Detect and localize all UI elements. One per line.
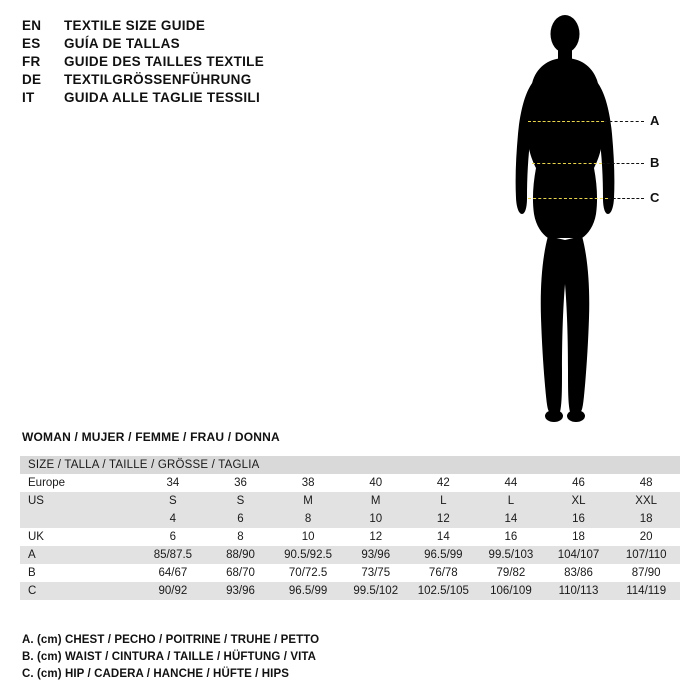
table-row-a [20,546,680,564]
cell-us-6: XL [545,492,613,510]
lang-code-de: DE [22,72,42,87]
cell-usnum-5: 14 [477,510,545,528]
cell-us-4: L [410,492,478,510]
title-block [22,18,442,108]
title-text-fr: GUIDE DES TAILLES TEXTILE [64,54,265,69]
hip-leader-line [608,198,644,199]
cell-us-3: M [342,492,410,510]
cell-usnum-2: 8 [274,510,342,528]
cell-usnum-4: 12 [410,510,478,528]
cell-b-7: 87/90 [612,564,680,582]
cell-a-2: 90.5/92.5 [274,546,342,564]
cell-c-4: 102.5/105 [410,582,478,600]
cell-b-6: 83/86 [545,564,613,582]
cell-uk-4: 14 [410,528,478,546]
cell-a-5: 99.5/103 [477,546,545,564]
cell-a-1: 88/90 [207,546,275,564]
cell-europe-0: 34 [139,474,207,492]
cell-c-5: 106/109 [477,582,545,600]
table-row-uk [20,528,680,546]
lang-code-en: EN [22,18,42,33]
cell-b-5: 79/82 [477,564,545,582]
hip-measure-line [528,198,608,199]
cell-c-6: 110/113 [545,582,613,600]
footnote-c: C. (cm) HIP / CADERA / HANCHE / HÜFTE / HIPS [22,668,290,680]
table-row-c [20,582,680,600]
row-label-uk: UK [20,528,139,546]
cell-c-2: 96.5/99 [274,582,342,600]
cell-c-0: 90/92 [139,582,207,600]
row-label-b: B [20,564,139,582]
row-label-c: C [20,582,139,600]
title-row-fr [22,54,442,69]
cell-us-7: XXL [612,492,680,510]
cell-europe-3: 40 [342,474,410,492]
cell-a-0: 85/87.5 [139,546,207,564]
row-label-us: US [20,492,139,510]
cell-europe-6: 46 [545,474,613,492]
cell-usnum-7: 18 [612,510,680,528]
cell-c-1: 93/96 [207,582,275,600]
table-header-label: SIZE / TALLA / TAILLE / GRÖSSE / TAGLIA [20,456,680,474]
section-title-woman: WOMAN / MUJER / FEMME / FRAU / DONNA [22,430,280,444]
cell-uk-5: 16 [477,528,545,546]
cell-us-0: S [139,492,207,510]
table-header-row [20,456,680,474]
cell-uk-7: 20 [612,528,680,546]
cell-b-1: 68/70 [207,564,275,582]
cell-uk-1: 8 [207,528,275,546]
table-row-b [20,564,680,582]
title-row-en [22,18,442,33]
cell-uk-2: 10 [274,528,342,546]
cell-a-7: 107/110 [612,546,680,564]
cell-us-5: L [477,492,545,510]
cell-us-2: M [274,492,342,510]
title-text-it: GUIDA ALLE TAGLIE TESSILI [64,90,260,105]
cell-usnum-1: 6 [207,510,275,528]
table-row-europe [20,474,680,492]
table-row-us-numeric [20,510,680,528]
footnote-a: A. (cm) CHEST / PECHO / POITRINE / TRUHE / PETTO [22,634,320,646]
callout-label-a: A [650,113,660,128]
callout-label-c: C [650,190,660,205]
title-text-es: GUÍA DE TALLAS [64,36,180,51]
cell-europe-7: 48 [612,474,680,492]
lang-code-it: IT [22,90,35,105]
cell-uk-0: 6 [139,528,207,546]
cell-europe-2: 38 [274,474,342,492]
row-label-us-numeric [20,510,139,528]
cell-c-7: 114/119 [612,582,680,600]
cell-europe-4: 42 [410,474,478,492]
lang-code-es: ES [22,36,41,51]
body-figure [470,8,690,438]
footnote-b: B. (cm) WAIST / CINTURA / TAILLE / HÜFTUNG / VITA [22,651,317,663]
chest-measure-line [528,121,604,122]
cell-europe-5: 44 [477,474,545,492]
female-silhouette-icon [470,8,690,438]
title-row-it [22,90,442,105]
callout-label-b: B [650,155,660,170]
cell-usnum-6: 16 [545,510,613,528]
cell-us-1: S [207,492,275,510]
row-label-europe: Europe [20,474,139,492]
cell-uk-6: 18 [545,528,613,546]
table-row-us [20,492,680,510]
waist-leader-line [602,163,644,164]
cell-b-0: 64/67 [139,564,207,582]
cell-a-4: 96.5/99 [410,546,478,564]
cell-a-3: 93/96 [342,546,410,564]
title-row-de [22,72,442,87]
chest-leader-line [604,121,644,122]
size-table [20,456,680,600]
cell-a-6: 104/107 [545,546,613,564]
footnotes [22,634,672,685]
title-row-es [22,36,442,51]
cell-b-4: 76/78 [410,564,478,582]
cell-usnum-3: 10 [342,510,410,528]
cell-b-2: 70/72.5 [274,564,342,582]
lang-code-fr: FR [22,54,41,69]
waist-measure-line [532,163,602,164]
title-text-de: TEXTILGRÖSSENFÜHRUNG [64,72,252,87]
cell-c-3: 99.5/102 [342,582,410,600]
cell-uk-3: 12 [342,528,410,546]
title-text-en: TEXTILE SIZE GUIDE [64,18,206,33]
cell-usnum-0: 4 [139,510,207,528]
cell-europe-1: 36 [207,474,275,492]
row-label-a: A [20,546,139,564]
cell-b-3: 73/75 [342,564,410,582]
